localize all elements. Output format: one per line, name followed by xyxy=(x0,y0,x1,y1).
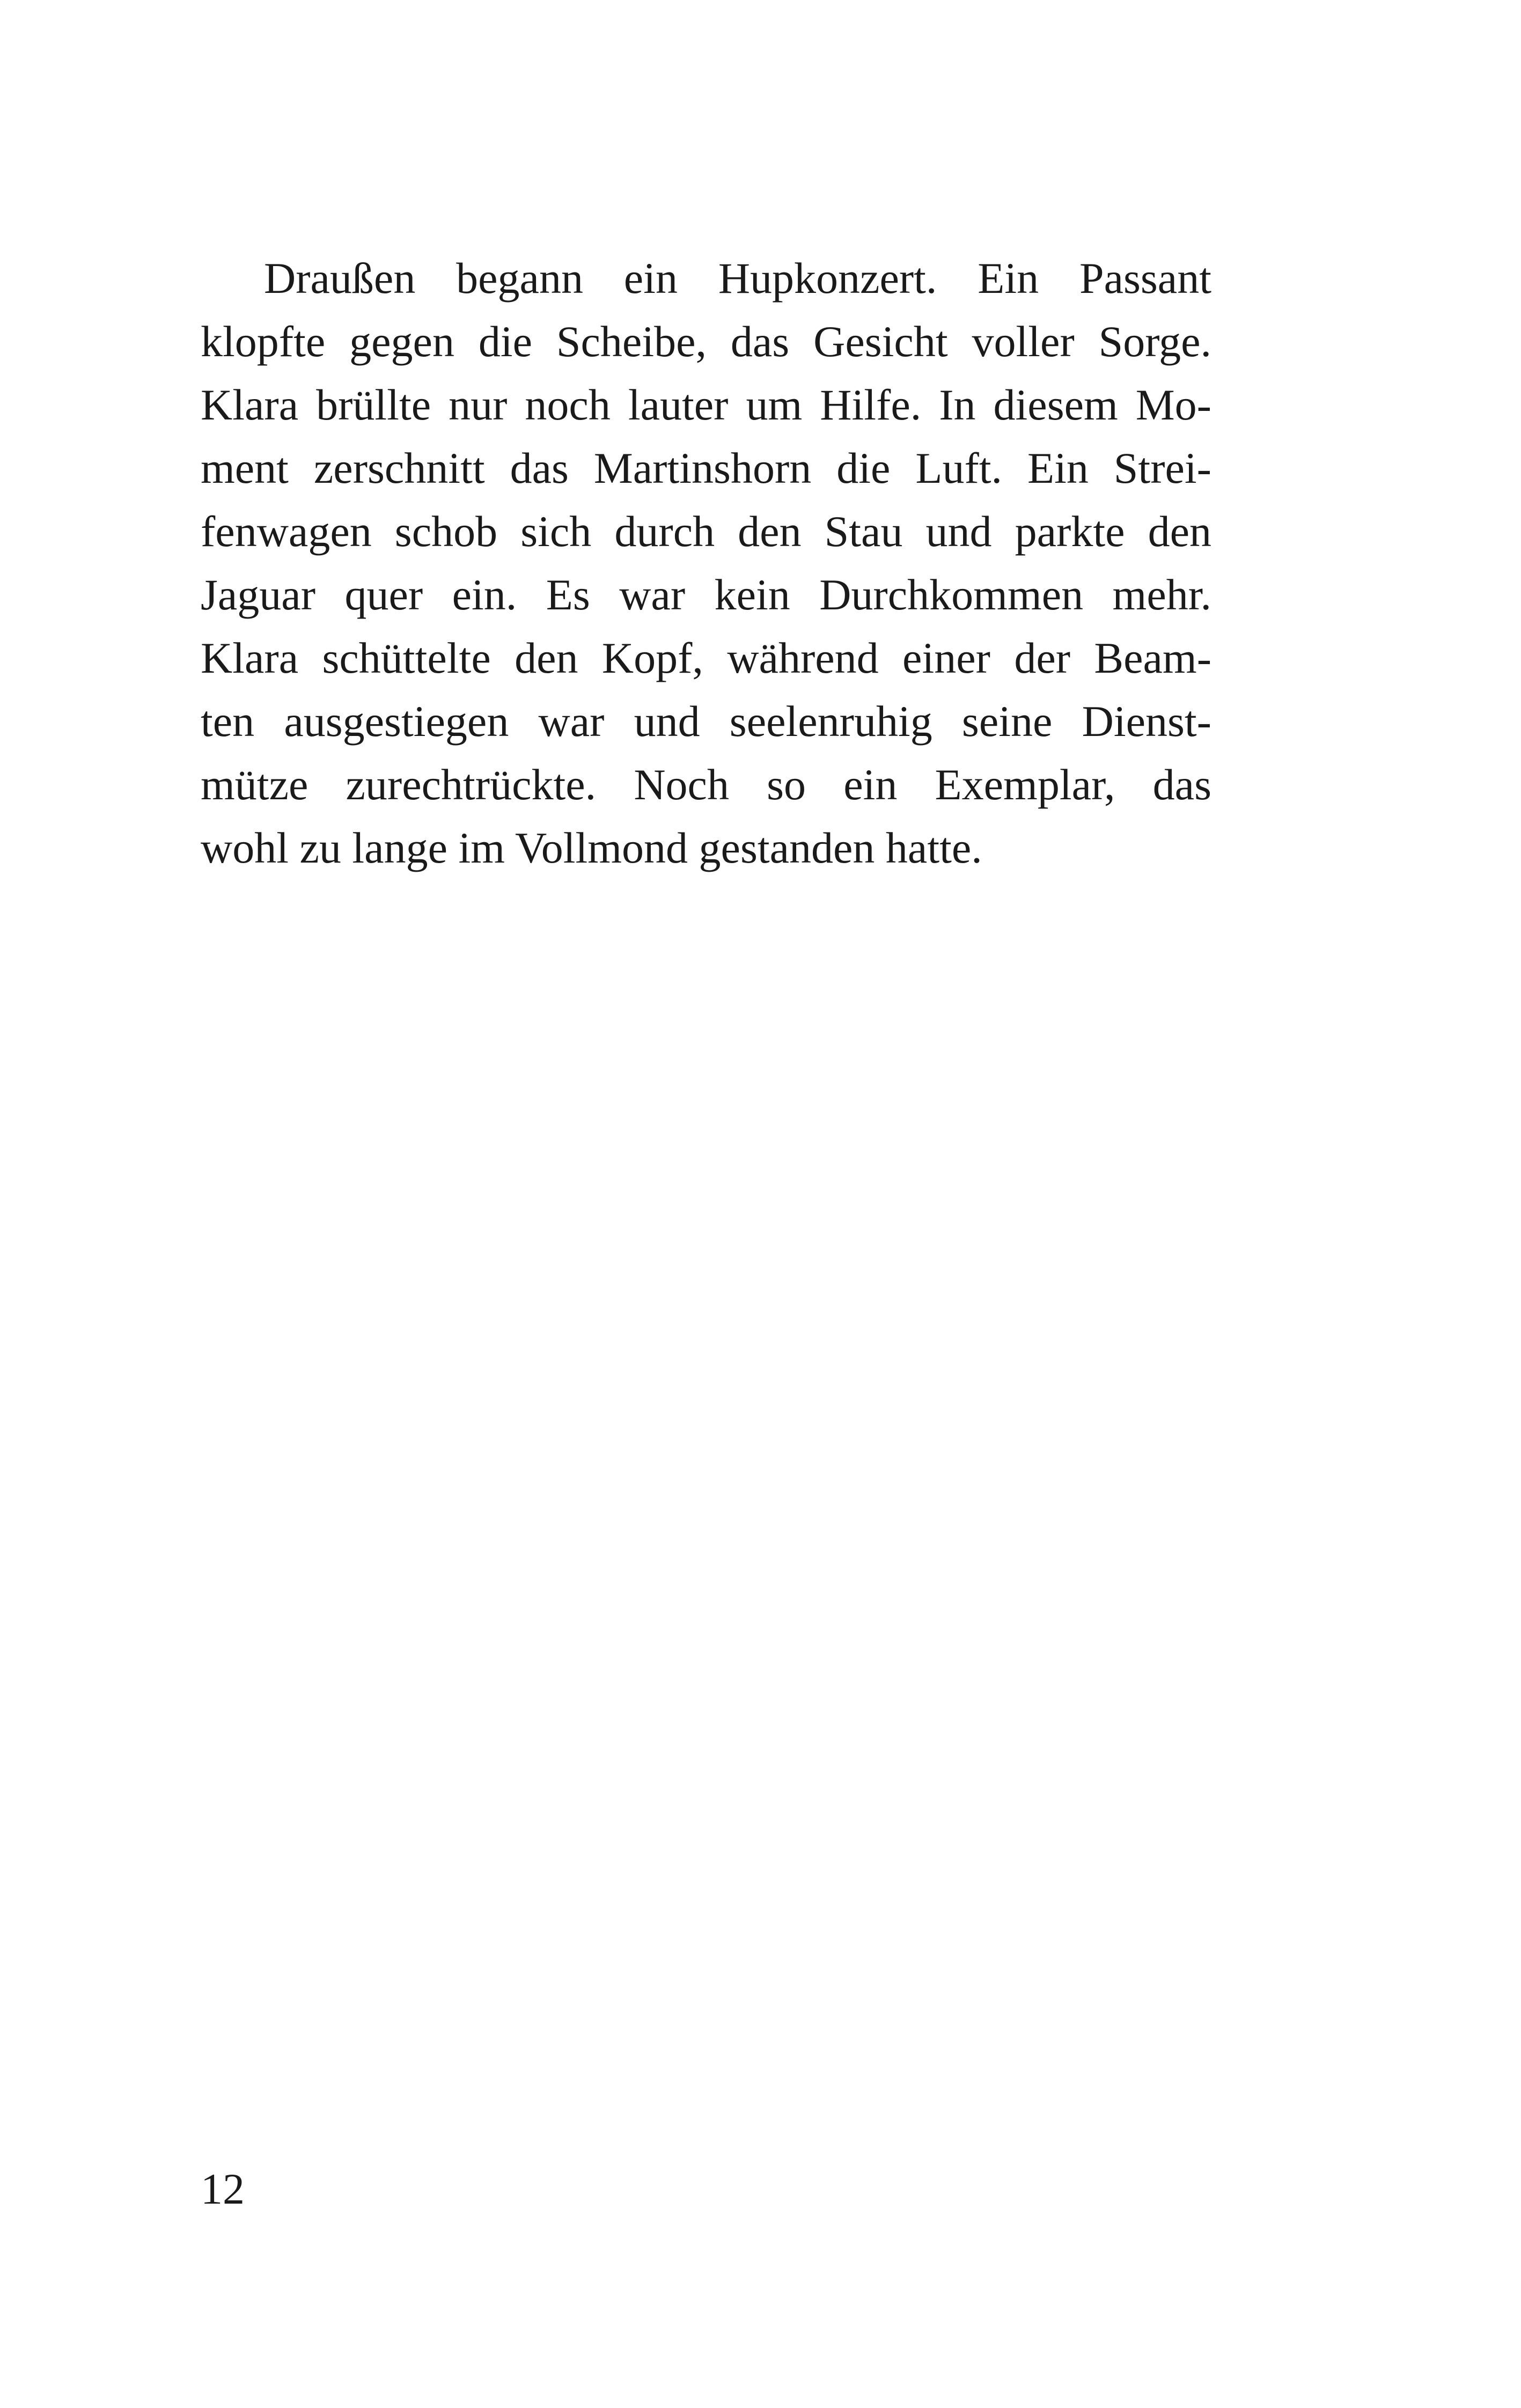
paragraph-line: Jaguar quer ein. Es war kein Durchkommen mehr. xyxy=(201,570,1211,619)
paragraph-line: Klara brüllte nur noch lauter um Hilfe. In diesem Mo- xyxy=(201,380,1211,429)
body-paragraph xyxy=(201,247,1211,880)
paragraph-line: mütze zurechtrückte. Noch so ein Exemplar, das xyxy=(201,760,1211,809)
paragraph-line: Draußen begann ein Hupkonzert. Ein Passant xyxy=(264,254,1211,303)
paragraph-line: fenwagen schob sich durch den Stau und parkte den xyxy=(201,507,1211,556)
paragraph-line: ten ausgestiegen war und seelenruhig seine Dienst- xyxy=(201,697,1211,746)
paragraph-line: ment zerschnitt das Martinshorn die Luft. Ein Strei- xyxy=(201,444,1211,492)
paragraph-line: klopfte gegen die Scheibe, das Gesicht voller Sorge. xyxy=(201,317,1211,366)
page-number: 12 xyxy=(201,2164,245,2213)
paragraph-line: wohl zu lange im Vollmond gestanden hatte. xyxy=(201,823,982,872)
paragraph-line: Klara schüttelte den Kopf, während einer der Beam- xyxy=(201,634,1211,682)
